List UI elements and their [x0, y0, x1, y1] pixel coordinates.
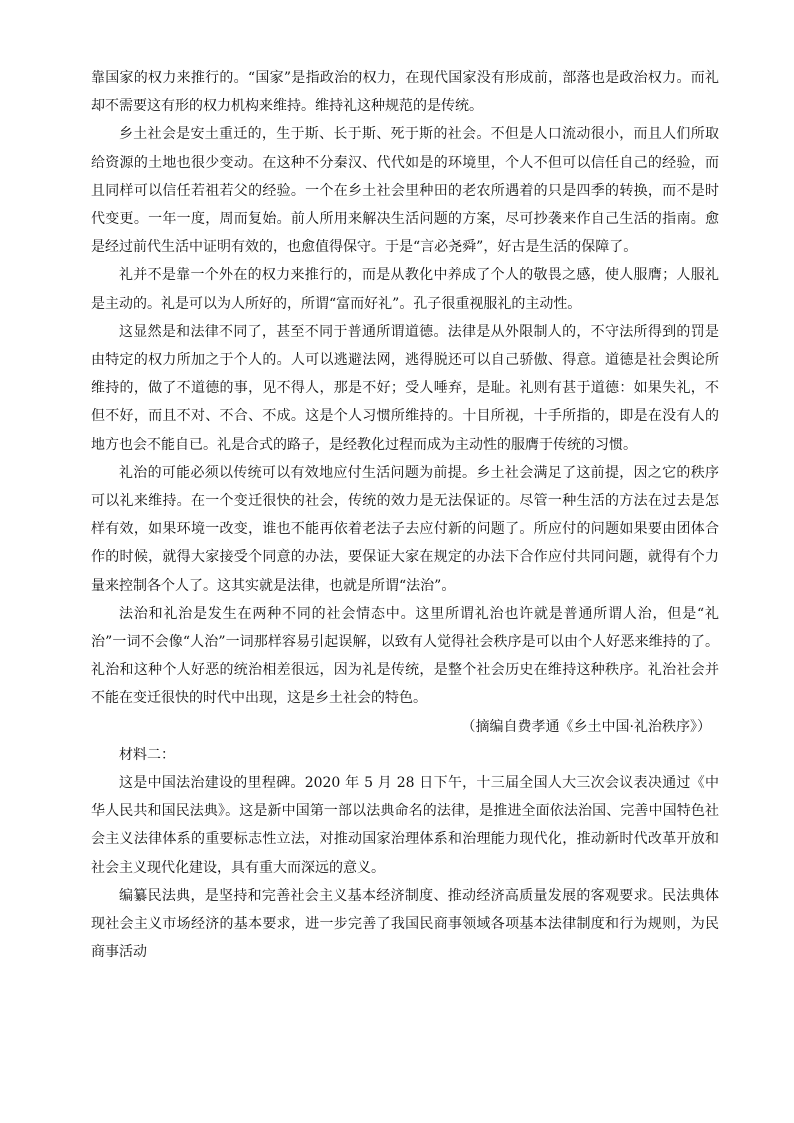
material-two-paragraph-2: 编纂民法典，是坚持和完善社会主义基本经济制度、推动经济高质量发展的客观要求。民法典体现社会主义市场经济的基本要求，进一步完善了我国民商事领域各项基本法律制度和行为规则，为民商事活动	[91, 887, 719, 961]
document-page	[91, 64, 719, 967]
material-two-label: 材料二：	[119, 746, 175, 763]
paragraph-5: 礼治的可能必须以传统可以有效地应付生活问题为前提。乡土社会满足了这前提，因之它的秩序可以礼来维持。在一个变迁很快的社会，传统的效力是无法保证的。尽管一种生活的方法在过去是怎样有效，如果环境一改变，谁也不能再依着老法子去应付新的问题了。所应付的问题如果要由团体合作的时候，就得大家接受个同意的办法，要保证大家在规定的办法下合作应付共同问题，就得有个力量来控制各个人了。这其实就是法律，也就是所谓“法治”。	[91, 464, 719, 594]
source-citation: （摘编自费孝通《乡土中国·礼治秩序》）	[461, 718, 711, 735]
paragraph-3: 礼并不是靠一个外在的权力来推行的，而是从教化中养成了个人的敬畏之感，使人服膺；人服礼是主动的。礼是可以为人所好的，所谓“富而好礼”。孔子很重视服礼的主动性。	[91, 267, 719, 312]
material-two-paragraph-1: 这是中国法治建设的里程碑。2020 年 5 月 28 日下午，十三届全国人大三次会议表决通过《中华人民共和国民法典》。这是新中国第一部以法典命名的法律，是推进全面依法治国、完善中国特色社会主义法律体系的重要标志性立法，对推动国家治理体系和治理能力现代化，推动新时代改革开放和社会主义现代化建设，具有重大而深远的意义。	[91, 775, 719, 876]
paragraph-2: 乡土社会是安土重迁的，生于斯、长于斯、死于斯的社会。不但是人口流动很小，而且人们所取给资源的土地也很少变动。在这种不分秦汉、代代如是的环境里，个人不但可以信任自己的经验，而且同样可以信任若祖若父的经验。一个在乡土社会里种田的老农所遇着的只是四季的转换，而不是时代变更。一年一度，周而复始。前人所用来解决生活问题的方案，尽可抄袭来作自己生活的指南。愈是经过前代生活中证明有效的，也愈值得保守。于是“言必尧舜”，好古是生活的保障了。	[91, 126, 719, 256]
paragraph-1: 靠国家的权力来推行的。“国家”是指政治的权力，在现代国家没有形成前，部落也是政治权力。而礼却不需要这有形的权力机构来维持。维持礼这种规范的是传统。	[91, 70, 719, 115]
paragraph-4: 这显然是和法律不同了，甚至不同于普通所谓道德。法律是从外限制人的，不守法所得到的罚是由特定的权力所加之于个人的。人可以逃避法网，逃得脱还可以自己骄傲、得意。道德是社会舆论所维持的，做了不道德的事，见不得人，那是不好；受人唾弃，是耻。礼则有甚于道德：如果失礼，不但不好，而且不对、不合、不成。这是个人习惯所维持的。十目所视，十手所指的，即是在没有人的地方也会不能自已。礼是合式的路子，是经教化过程而成为主动性的服膺于传统的习惯。	[91, 323, 719, 453]
paragraph-6: 法治和礼治是发生在两种不同的社会情态中。这里所谓礼治也许就是普通所谓人治，但是“礼治”一词不会像“人治”一词那样容易引起误解，以致有人觉得社会秩序是可以由个人好恶来维持的了。礼治和这种个人好恶的统治相差很远，因为礼是传统，是整个社会历史在维持这种秩序。礼治社会并不能在变迁很快的时代中出现，这是乡土社会的特色。	[91, 605, 719, 707]
